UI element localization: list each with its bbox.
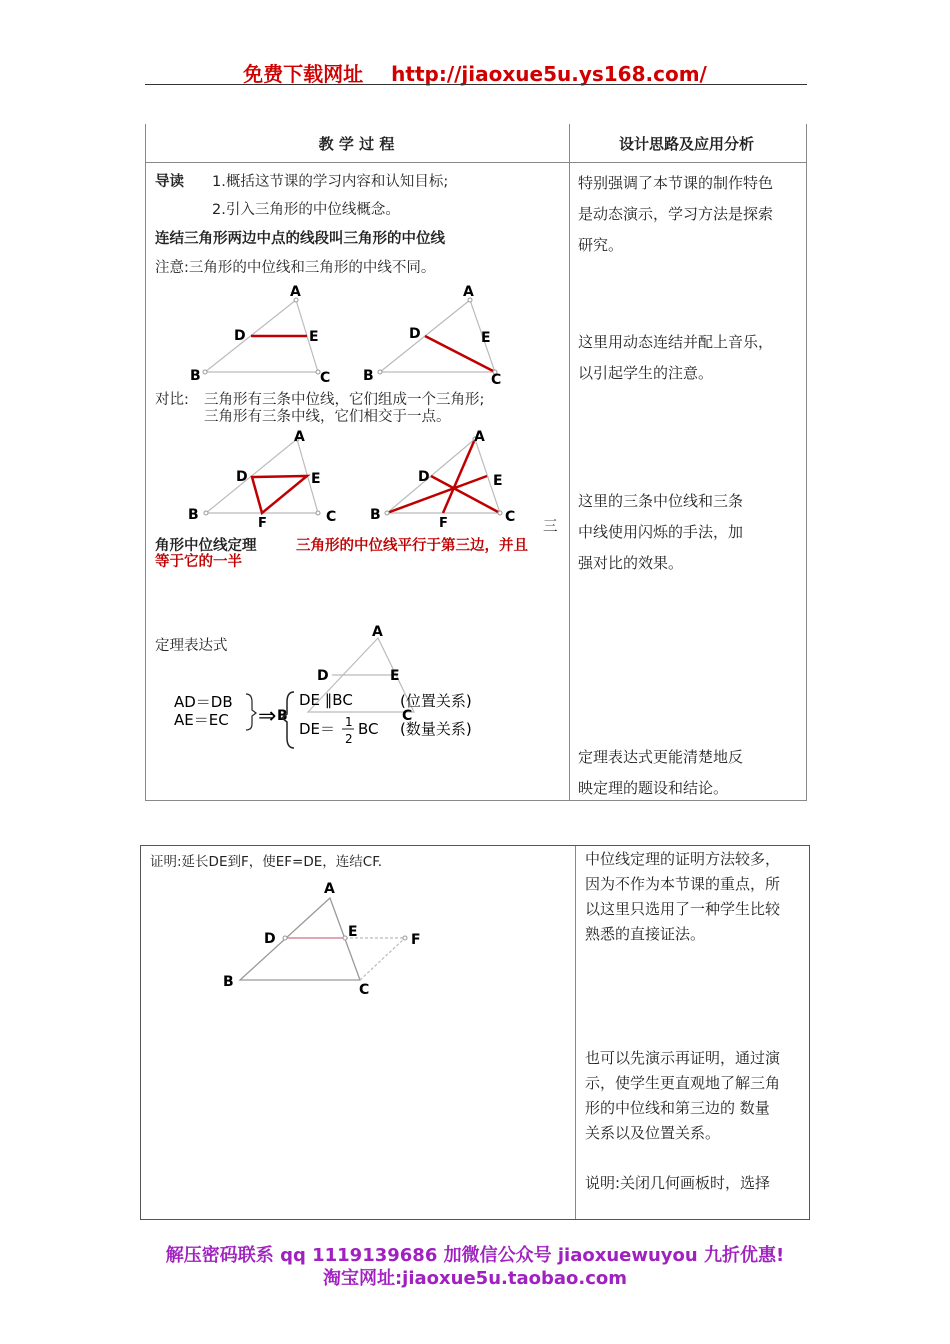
proof-note-3: 说明:关闭几何画板时，选择 <box>585 1174 771 1192</box>
header-url[interactable]: http://jiaoxue5u.ys168.com/ <box>391 62 707 86</box>
formula-cond-2: AE＝EC <box>174 711 229 729</box>
formula-implies: ⇒ <box>258 704 277 729</box>
page-header <box>0 58 950 87</box>
footer-shop-url[interactable]: 淘宝网址:jiaoxue5u.taobao.com <box>322 1268 627 1289</box>
footer-contact: 解压密码联系 qq 1119139686 加微信公众号 jiaoxuewuyou 九折优惠! <box>165 1245 785 1266</box>
guide-label: 导读 <box>155 174 184 190</box>
label-b: B <box>370 507 381 523</box>
label-d: D <box>409 326 421 342</box>
label-a: A <box>290 284 301 300</box>
theorem-content-2: 等于它的一半 <box>155 554 242 570</box>
label-e: E <box>311 471 321 487</box>
header-row-divider <box>146 162 806 163</box>
label-b: B <box>223 974 234 990</box>
label-d: D <box>264 931 276 947</box>
label-e: E <box>348 924 358 940</box>
compare-line-1: 三角形有三条中位线，它们组成一个三角形; <box>204 392 485 408</box>
label-b: B <box>363 368 374 384</box>
label-a: A <box>294 429 305 445</box>
header-rule <box>145 84 807 85</box>
three-medians-diagram <box>355 425 525 530</box>
label-a: A <box>372 624 383 640</box>
label-d: D <box>236 469 248 485</box>
formula-result-2-suffix: BC <box>358 720 379 738</box>
col-header-design: 设计思路及应用分析 <box>618 135 754 153</box>
theorem-tail-char: 三 <box>543 519 558 535</box>
theorem-formula <box>170 688 510 754</box>
formula-result-2-prefix: DE＝ <box>299 720 336 738</box>
midline-triangle <box>252 476 307 513</box>
label-e: E <box>493 473 503 489</box>
median-diagram <box>355 280 525 390</box>
three-midlines-diagram <box>180 425 350 530</box>
design-note-2: 这里用动态连结并配上音乐， 以引起学生的注意。 <box>578 333 774 382</box>
col-header-process: 教 学 过 程 <box>318 135 395 153</box>
theorem-name: 角形中位线定理 <box>155 538 257 554</box>
header-prefix: 免费下载网址 <box>243 62 364 86</box>
label-b: B <box>190 368 201 384</box>
formula-fraction-num: 1 <box>345 715 353 729</box>
label-f: F <box>411 932 421 948</box>
label-c: C <box>320 370 331 386</box>
label-a: A <box>463 284 474 300</box>
compare-label: 对比: <box>155 392 189 408</box>
compare-line-2: 三角形有三条中线，它们相交于一点。 <box>204 409 451 425</box>
formula-cond-1: AD＝DB <box>174 693 233 711</box>
formula-result-2-note: (数量关系) <box>400 720 472 738</box>
label-c: C <box>359 982 370 998</box>
formula-result-1-note: (位置关系) <box>400 692 472 710</box>
expression-label: 定理表达式 <box>155 638 228 654</box>
theorem-content-1: 三角形的中位线平行于第三边，并且 <box>296 538 528 554</box>
label-d: D <box>234 328 246 344</box>
label-f: F <box>439 516 448 530</box>
label-a: A <box>474 429 485 445</box>
design-note-1: 特别强调了本节课的制作特色 是动态演示，学习方法是探索 研究。 <box>578 174 774 254</box>
guide-item-1: 1.概括这节课的学习内容和认知目标; <box>212 174 449 190</box>
segment-cf <box>360 938 405 980</box>
column-divider <box>569 124 570 800</box>
caution-text: 注意:三角形的中位线和三角形的中线不同。 <box>155 260 436 276</box>
label-e: E <box>481 330 491 346</box>
design-note-4: 定理表达式更能清楚地反 映定理的题设和结论。 <box>578 748 744 797</box>
label-e: E <box>309 329 319 345</box>
label-b: B <box>277 708 288 724</box>
label-c: C <box>505 509 516 525</box>
label-f: F <box>258 516 267 530</box>
label-e: E <box>390 668 400 684</box>
label-b: B <box>188 507 199 523</box>
label-c: C <box>491 372 502 388</box>
label-c: C <box>402 708 413 724</box>
label-d: D <box>418 469 430 485</box>
proof-diagram <box>215 876 430 1001</box>
proof-text: 证明:延长DE到F，使EF=DE，连结CF. <box>150 854 383 870</box>
design-note-3: 这里的三条中位线和三条 中线使用闪烁的手法，加 强对比的效果。 <box>578 492 744 572</box>
midline-diagram <box>180 280 350 390</box>
label-c: C <box>326 509 337 525</box>
label-a: A <box>324 881 335 897</box>
guide-item-2: 2.引入三角形的中位线概念。 <box>212 202 400 218</box>
label-d: D <box>317 668 329 684</box>
formula-result-1: DE ∥BC <box>299 691 353 709</box>
formula-fraction-den: 2 <box>345 732 353 746</box>
proof-note-1: 中位线定理的证明方法较多， 因为不作为本节课的重点，所 以这里只选用了一种学生比较 熟悉的直接证法。 <box>585 850 781 943</box>
proof-note-2: 也可以先演示再证明，通过演 示，使学生更直观地了解三角 形的中位线和第三边的 数量 关系以及位置关系。 <box>585 1049 781 1142</box>
midline-definition: 连结三角形两边中点的线段叫三角形的中位线 <box>155 231 445 247</box>
column-divider <box>575 846 576 1219</box>
